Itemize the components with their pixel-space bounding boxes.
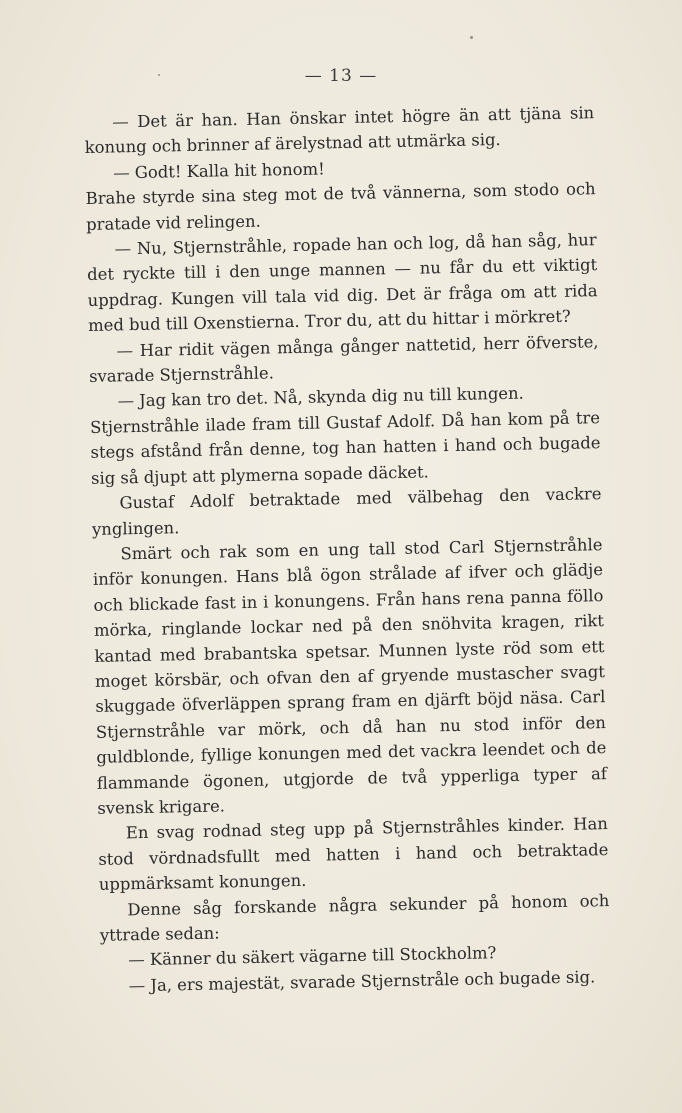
paragraph: Smärt och rak som en ung tall stod Carl Stjernstråhle inför konungen. Hans blå ögon strålade af ifver och glädje och blickade fast in i konungens. Från hans rena panna föllo mörka, ringlande lockar ned på den snöhvita kragen, rikt kantad med brabantska spetsar. Munnen lyste röd som ett moget körsbär, och ofvan den af gryende mustascher svagt skuggade öfverläppen sprang fram en djärft böjd näsa. Carl Stjernstråhle var mörk, och då han nu stod inför den guldblonde, fyllige konungen med det vackra leendet och de flammande ögonen, utgjorde de två ypperliga typer af svensk krigare. bbox=[92, 535, 608, 818]
page-number: — 13 — bbox=[304, 66, 378, 86]
paragraph: Denne såg forskande några sekunder på honom och yttrade sedan: bbox=[99, 890, 610, 945]
paragraph: En svag rodnad steg upp på Stjernstråhles kinder. Han stod vördnadsfullt med hatten i hand och betraktade uppmärksamt konungen. bbox=[98, 814, 609, 895]
paragraph: — Har ridit vägen många gånger nattetid, herr öfverste, svarade Stjernstråhle. bbox=[88, 331, 599, 387]
paragraph: Gustaf Adolf betraktade med välbehag den vackre ynglingen. bbox=[91, 484, 602, 539]
paragraph: Stjernstråhle ilade fram till Gustaf Adolf. Då han kom på tre stegs afstånd från denne, tog han hatten i hand och bugade sig så djupt att plymerna sopade däcket. bbox=[89, 408, 601, 488]
paragraph: — Jag kan tro det. Nå, skynda dig nu till kungen. bbox=[117, 384, 524, 411]
body-text bbox=[84, 100, 611, 999]
ink-speck bbox=[470, 36, 473, 39]
paragraph: Brahe styrde sina steg mot de två vännerna, som stodo och pratade vid relingen. bbox=[85, 179, 596, 234]
paragraph: — Känner du säkert vägarne till Stockholm? bbox=[128, 943, 497, 970]
paragraph: — Det är han. Han önskar intet högre än att tjäna sin konung och brinner af ärelystnad att utmärka sig. bbox=[84, 103, 595, 158]
paragraph: — Godt! Kalla hit honom! bbox=[113, 159, 325, 183]
paragraph: — Nu, Stjernstråhle, ropade han och log, då han såg, hur det ryckte till i den unge mannen — nu får du ett viktigt uppdrag. Kungen vill tala vid dig. Det är fråga om att rida med bud till Oxenstierna. Tror du, att du hittar i mörkret? bbox=[86, 230, 598, 336]
paragraph: — Ja, ers majestät, svarade Stjernstråle och bugade sig. bbox=[128, 967, 596, 996]
